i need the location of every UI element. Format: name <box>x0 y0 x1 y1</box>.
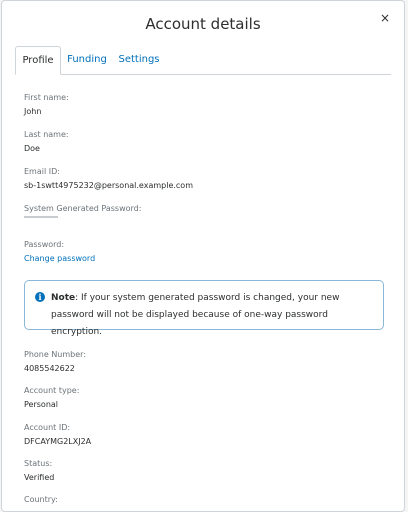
tab-bar <box>15 46 391 75</box>
account-details-modal <box>1 0 405 512</box>
change-password-link[interactable]: Change password <box>24 254 96 263</box>
tab-funding[interactable]: Funding <box>67 54 107 65</box>
note-title: Note <box>51 293 76 303</box>
email-label: Email ID: <box>24 167 60 176</box>
note-body: : If your system generated password is changed, your new password will not be displayed because of one-way password encryption. <box>51 293 340 337</box>
status-label: Status: <box>24 459 53 468</box>
email-value: sb-1swtt4975232@personal.example.com <box>24 181 193 190</box>
password-note-box <box>24 280 384 337</box>
tab-profile[interactable]: Profile <box>15 46 61 75</box>
phone-label: Phone Number: <box>24 350 87 359</box>
last-name-field <box>24 130 69 154</box>
account-id-value: DFCAYMG2LXJ2A <box>24 437 92 446</box>
modal-title: Account details <box>145 15 261 33</box>
account-type-label: Account type: <box>24 386 80 395</box>
account-type-field <box>24 386 79 410</box>
note-text <box>51 290 379 341</box>
account-type-value: Personal <box>24 400 59 409</box>
password-field <box>24 240 95 264</box>
info-icon: i <box>35 292 45 302</box>
close-icon[interactable]: × <box>379 11 390 25</box>
phone-value: 4085542622 <box>24 364 75 373</box>
status-field <box>24 459 54 483</box>
system-password-field <box>24 204 141 220</box>
last-name-label: Last name: <box>24 130 69 139</box>
country-field <box>24 495 58 505</box>
account-id-label: Account ID: <box>24 423 71 432</box>
status-value: Verified <box>24 473 55 482</box>
first-name-value: John <box>24 107 42 116</box>
last-name-value: Doe <box>24 144 40 153</box>
first-name-field <box>24 93 69 117</box>
system-password-label: System Generated Password: <box>24 204 142 213</box>
phone-field <box>24 350 86 374</box>
email-field <box>24 167 193 191</box>
country-label: Country: <box>24 495 58 504</box>
tab-settings[interactable]: Settings <box>118 54 160 65</box>
system-password-masked <box>24 215 141 220</box>
first-name-label: First name: <box>24 93 69 102</box>
password-label: Password: <box>24 240 65 249</box>
account-id-field <box>24 423 91 447</box>
